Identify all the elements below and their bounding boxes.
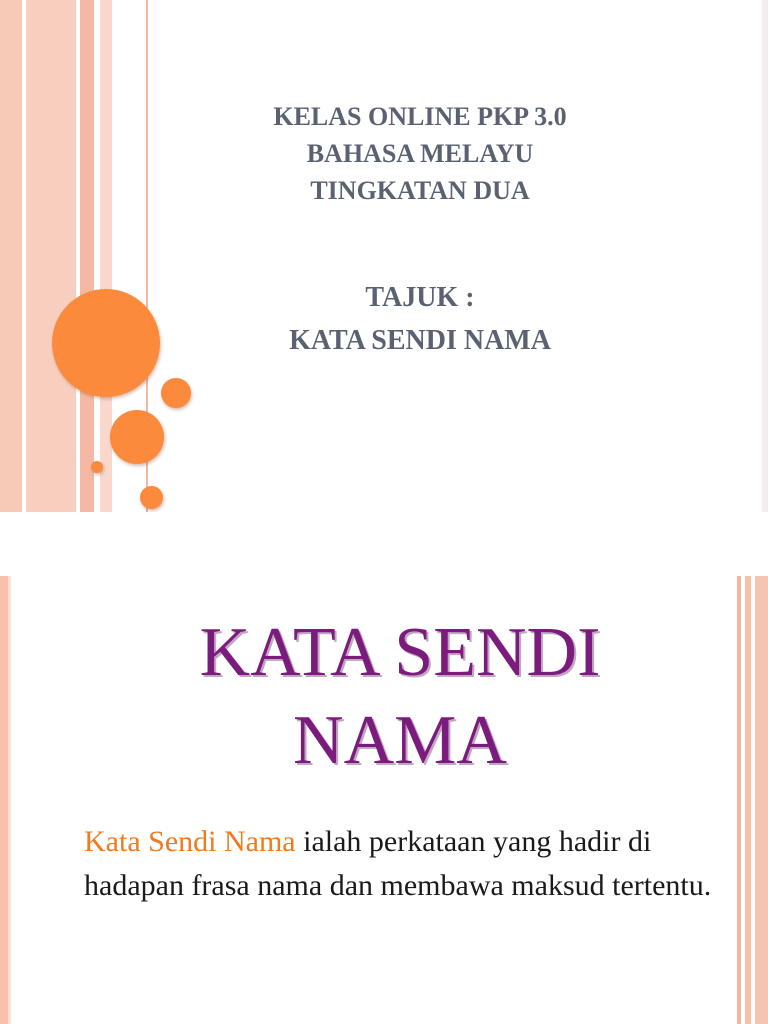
- decor-circle-medium: [110, 410, 164, 464]
- topic-block: [180, 280, 660, 358]
- title-line: TINGKATAN DUA: [310, 176, 530, 205]
- definition-term: Kata Sendi Nama: [84, 825, 296, 858]
- decor-stripe: [80, 0, 94, 512]
- slide-gap: [0, 512, 768, 576]
- decor-edge: [762, 0, 768, 512]
- decor-stripe: [8, 576, 11, 1024]
- decor-stripe: [0, 576, 8, 1024]
- decor-stripe: [0, 0, 22, 512]
- decor-circle-small: [161, 378, 191, 408]
- slide-heading: [90, 609, 710, 785]
- title-line: KELAS ONLINE PKP 3.0: [273, 102, 567, 131]
- heading-line: KATA SENDI: [199, 614, 601, 691]
- decor-circle-large: [52, 289, 160, 397]
- decor-circle-small: [140, 486, 163, 509]
- decor-stripe: [26, 0, 76, 512]
- title-line: BAHASA MELAYU: [306, 139, 534, 168]
- topic-title: KATA SENDI NAMA: [289, 325, 551, 356]
- decor-stripe: [755, 576, 768, 1024]
- definition-text: ialah perkataan yang hadir di hadapan frasa nama dan membawa maksud tertentu.: [84, 825, 712, 902]
- decor-circle-tiny: [91, 461, 103, 473]
- class-title: [180, 98, 660, 209]
- topic-label: TAJUK :: [365, 282, 475, 313]
- heading-line: NAMA: [293, 702, 507, 779]
- definition-paragraph: [84, 820, 724, 908]
